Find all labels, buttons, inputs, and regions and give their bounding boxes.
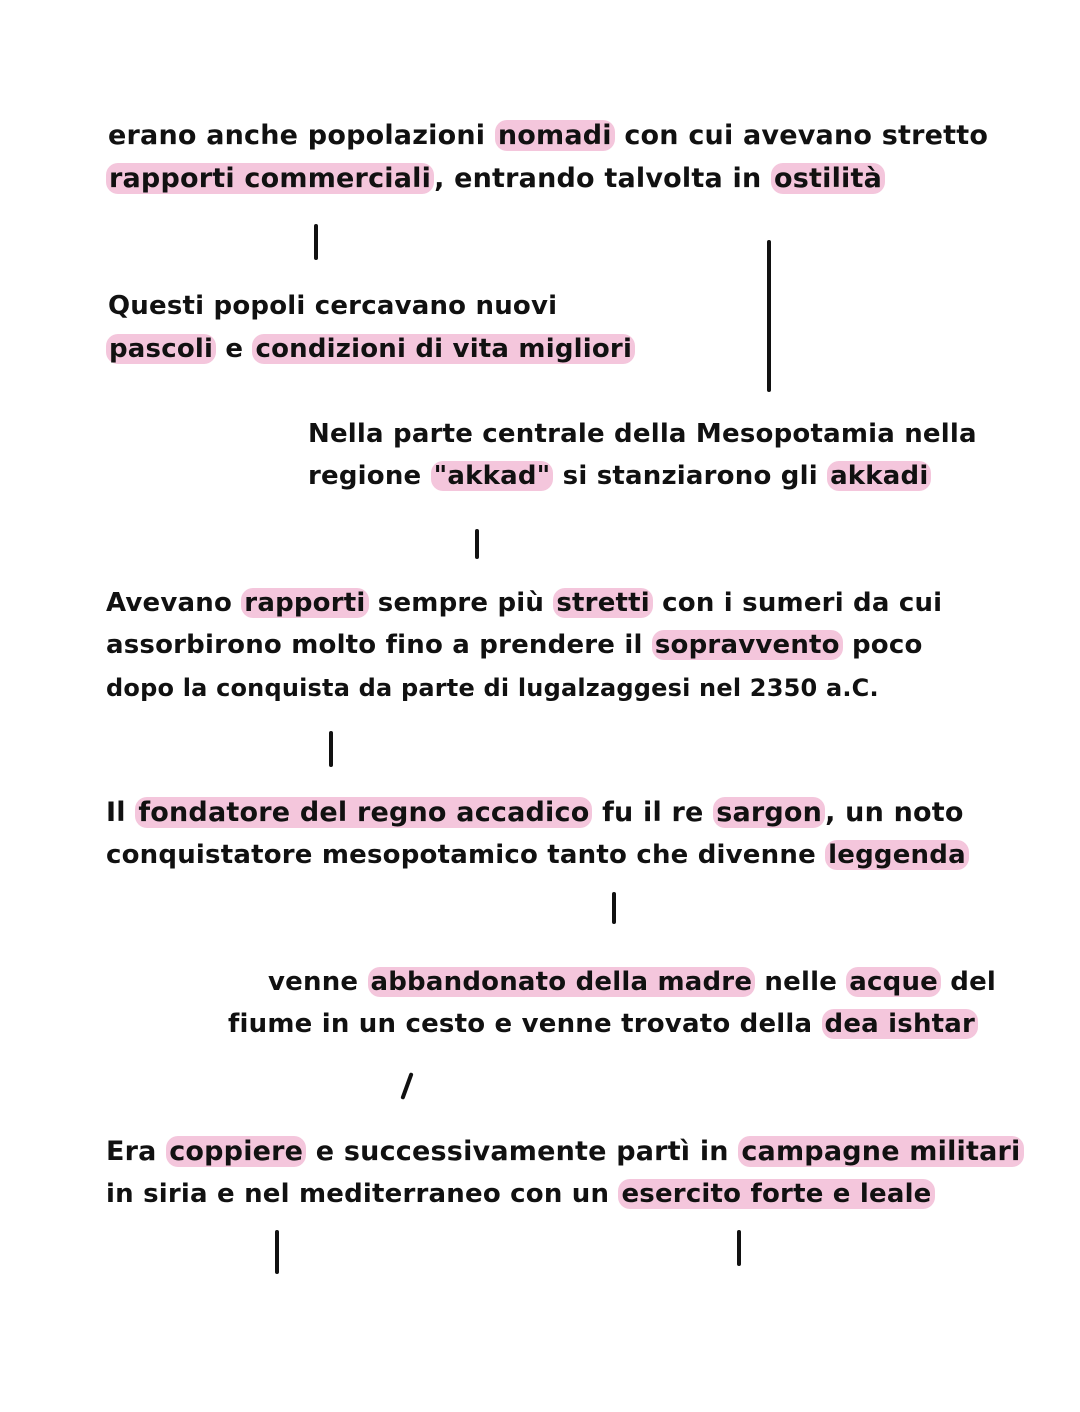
highlighted-text: campagne militari <box>738 1136 1023 1167</box>
connector-line <box>275 1230 279 1274</box>
text-line <box>108 288 557 324</box>
text-line <box>106 1176 935 1212</box>
text-segment: sempre più <box>368 588 554 618</box>
text-line <box>308 458 931 494</box>
text-line <box>108 118 988 154</box>
highlighted-text: nomadi <box>495 120 615 151</box>
connector-line <box>737 1230 741 1266</box>
text-segment: , entrando talvolta in <box>434 163 771 194</box>
text-line <box>268 964 996 1000</box>
text-line <box>106 1134 1024 1170</box>
text-line <box>106 161 885 197</box>
highlighted-text: rapporti commerciali <box>106 163 434 194</box>
highlighted-text: ostilità <box>771 163 885 194</box>
connector-line <box>612 892 616 924</box>
text-segment: conquistatore mesopotamico tanto che divenne <box>106 840 826 870</box>
connector-line <box>767 240 771 392</box>
highlighted-text: "akkad" <box>431 461 554 491</box>
text-segment: si stanziarono gli <box>553 461 828 491</box>
highlighted-text: dea ishtar <box>822 1009 979 1039</box>
text-segment: e <box>216 334 253 364</box>
text-segment: poco <box>842 630 923 660</box>
text-line <box>106 670 879 706</box>
highlighted-text: abbandonato della madre <box>368 967 756 997</box>
highlighted-text: pascoli <box>106 334 216 364</box>
text-segment: fu il re <box>592 797 714 828</box>
highlighted-text: sopravvento <box>652 630 843 660</box>
text-segment: con i sumeri da cui <box>652 588 943 618</box>
highlighted-text: rapporti <box>241 588 368 618</box>
text-line <box>106 795 964 831</box>
highlighted-text: sargon <box>713 797 825 828</box>
text-segment: Il <box>106 797 136 828</box>
text-segment: dopo la conquista da parte di lugalzaggesi nel 2350 a.C. <box>106 674 879 702</box>
highlighted-text: acque <box>846 967 941 997</box>
text-line <box>106 585 942 621</box>
text-segment: con cui avevano stretto <box>614 120 989 151</box>
highlighted-text: condizioni di vita migliori <box>252 334 635 364</box>
text-segment: regione <box>308 461 431 491</box>
text-segment: in siria e nel mediterraneo con un <box>106 1179 619 1209</box>
text-segment: del <box>941 967 997 997</box>
connector-line <box>475 529 479 559</box>
connector-line <box>400 1072 413 1100</box>
text-line <box>308 416 977 452</box>
text-line <box>106 837 969 873</box>
text-segment: Era <box>106 1136 167 1167</box>
highlighted-text: akkadi <box>827 461 931 491</box>
text-segment: venne <box>268 967 368 997</box>
connector-line <box>314 224 318 260</box>
highlighted-text: stretti <box>553 588 653 618</box>
text-line <box>228 1006 978 1042</box>
text-segment: fiume in un cesto e venne trovato della <box>228 1009 822 1039</box>
connector-line <box>329 731 333 767</box>
text-segment: Questi popoli cercavano nuovi <box>108 291 558 321</box>
text-segment: Nella parte centrale della Mesopotamia nella <box>308 419 977 449</box>
text-segment: assorbirono molto fino a prendere il <box>106 630 652 660</box>
text-segment: e successivamente partì in <box>306 1136 739 1167</box>
text-segment: erano anche popolazioni <box>108 120 495 151</box>
highlighted-text: esercito forte e leale <box>618 1179 934 1209</box>
highlighted-text: fondatore del regno accadico <box>135 797 592 828</box>
highlighted-text: leggenda <box>825 840 969 870</box>
text-segment: nelle <box>755 967 847 997</box>
text-segment: , un noto <box>825 797 964 828</box>
text-segment: Avevano <box>106 588 242 618</box>
text-line <box>106 331 635 367</box>
text-line <box>106 627 923 663</box>
highlighted-text: coppiere <box>166 1136 306 1167</box>
